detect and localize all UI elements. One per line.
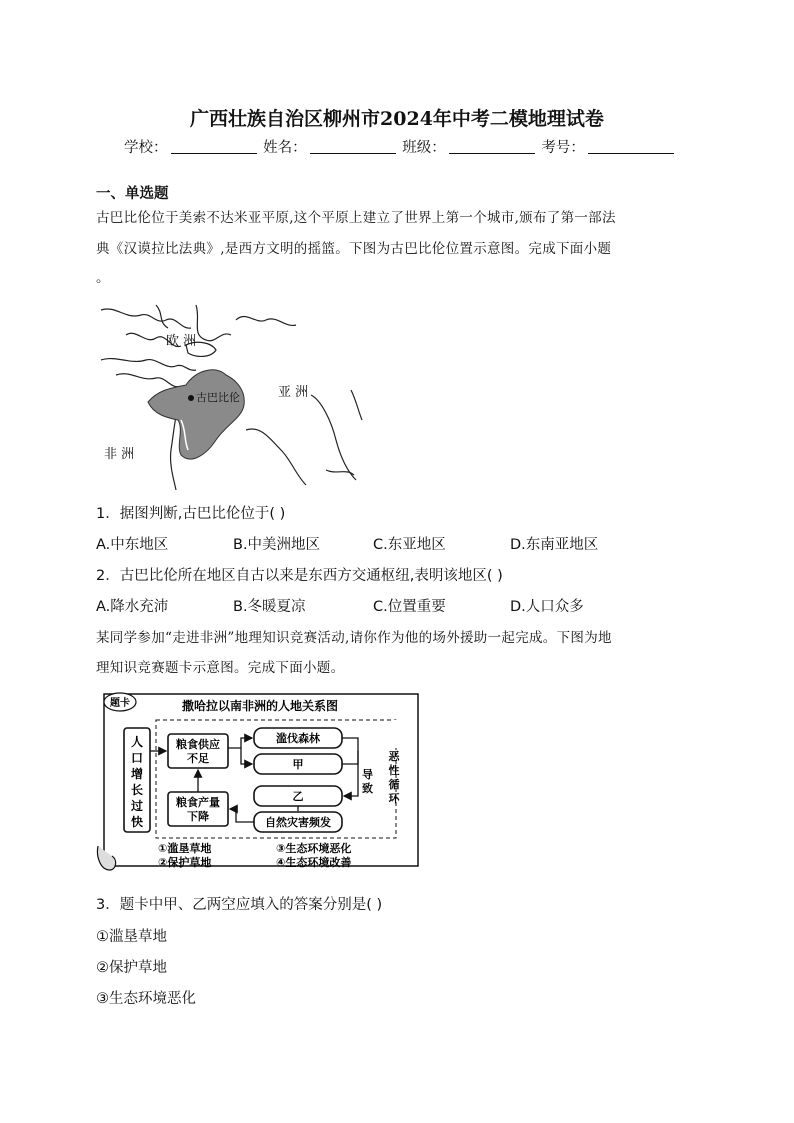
mediterranean-coast (101, 359, 196, 371)
cycle-char-1: 恶 (388, 750, 400, 763)
deforest-label: 滥伐森林 (276, 732, 320, 745)
babylon-point (188, 395, 194, 401)
number-label: 考号： (541, 140, 585, 156)
q2-option-c[interactable]: C.位置重要 (373, 599, 446, 615)
europe-coast-3 (196, 305, 231, 341)
asia-coast-east (311, 395, 356, 480)
q3-choice-3: ③生态环境恶化 (96, 991, 196, 1007)
africa-label: 非 洲 (104, 447, 135, 462)
school-label: 学校： (124, 140, 168, 156)
asia-coast-south (326, 470, 354, 475)
q1-option-c[interactable]: C.东亚地区 (373, 537, 446, 553)
babylon-label: 古巴比伦 (196, 391, 240, 404)
question-3-stem: 3．题卡中甲、乙两空应填入的答案分别是( ) (96, 897, 383, 913)
population-char-4: 长 (130, 783, 144, 797)
question-2-stem: 2．古巴比伦所在地区自古以来是东西方交通枢纽,表明该地区( ) (96, 568, 503, 584)
q1-option-a[interactable]: A.中东地区 (96, 537, 169, 553)
middle-east-region (148, 370, 244, 459)
q2-option-d[interactable]: D.人口众多 (510, 599, 584, 615)
india-coast (246, 429, 306, 485)
cycle-char-2: 性 (388, 764, 400, 777)
school-blank[interactable] (171, 139, 257, 154)
population-char-5: 过 (130, 799, 144, 813)
q3-choice-2: ②保护草地 (96, 960, 167, 976)
food-decline-line1: 粮食产量 (176, 796, 220, 809)
lead-char-2: 致 (362, 782, 373, 795)
question-card-diagram (96, 688, 422, 874)
europe-coast-4 (156, 305, 168, 328)
europe-label: 欧 洲 (166, 334, 197, 349)
asia-coast-far (351, 390, 362, 420)
card-opt-2: ②保护草地 (158, 856, 212, 869)
q1-option-d[interactable]: D.东南亚地区 (510, 537, 599, 553)
passage1-line3: 。 (96, 270, 110, 286)
question-1-stem: 1．据图判断,古巴比伦位于( ) (96, 506, 286, 522)
passage1-line2: 典《汉谟拉比法典》,是西方文明的摇篮。下图为古巴比伦位置示意图。完成下面小题 (96, 241, 612, 257)
card-heading: 撒哈拉以南非洲的人地关系图 (181, 699, 339, 713)
passage1-line1: 古巴比伦位于美索不达米亚平原,这个平原上建立了世界上第一个城市,颁布了第一部法 (96, 210, 616, 226)
passage2-line1: 某同学参加“走进非洲”地理知识竞赛活动,请你作为他的场外援助一起完成。下图为地 (96, 630, 612, 646)
population-char-3: 增 (130, 767, 144, 781)
card-opt-3: ③生态环境恶化 (276, 842, 352, 855)
card-tag: 题卡 (110, 698, 130, 709)
card-opt-4: ④生态环境改善 (276, 856, 352, 869)
card-opt-1: ①滥垦草地 (158, 842, 212, 855)
babylon-location-map (96, 300, 364, 490)
name-label: 姓名： (263, 140, 307, 156)
europe-coast-5 (236, 316, 296, 325)
class-label: 班级： (402, 140, 446, 156)
north-africa-coast (116, 374, 181, 387)
food-shortage-line1: 粮食供应 (176, 738, 220, 751)
q2-option-b[interactable]: B.冬暖夏凉 (233, 599, 306, 615)
europe-coast-1 (101, 309, 191, 328)
yi-label: 乙 (292, 790, 304, 803)
page-title: 广西壮族自治区柳州市2024年中考二模地理试卷 (190, 108, 604, 130)
q1-option-b[interactable]: B.中美洲地区 (233, 537, 321, 553)
food-decline-line2: 下降 (187, 810, 209, 823)
population-char-2: 口 (130, 751, 144, 765)
passage2-line2: 理知识竞赛题卡示意图。完成下面小题。 (96, 660, 345, 676)
population-char-1: 人 (130, 735, 144, 749)
lead-char-1: 导 (362, 768, 373, 781)
jia-label: 甲 (292, 758, 304, 771)
asia-label: 亚 洲 (278, 385, 309, 400)
q2-option-a[interactable]: A.降水充沛 (96, 599, 169, 615)
class-blank[interactable] (449, 139, 535, 154)
food-shortage-line2: 不足 (187, 752, 209, 765)
student-info-line (124, 136, 676, 157)
section-heading: 一、单选题 (96, 186, 169, 202)
population-char-6: 快 (130, 815, 144, 829)
name-blank[interactable] (310, 139, 396, 154)
cycle-char-4: 环 (388, 792, 400, 805)
disaster-label: 自然灾害频发 (265, 816, 331, 829)
number-blank[interactable] (588, 139, 674, 154)
cycle-char-3: 循 (388, 778, 400, 791)
q3-choice-1: ①滥垦草地 (96, 929, 167, 945)
